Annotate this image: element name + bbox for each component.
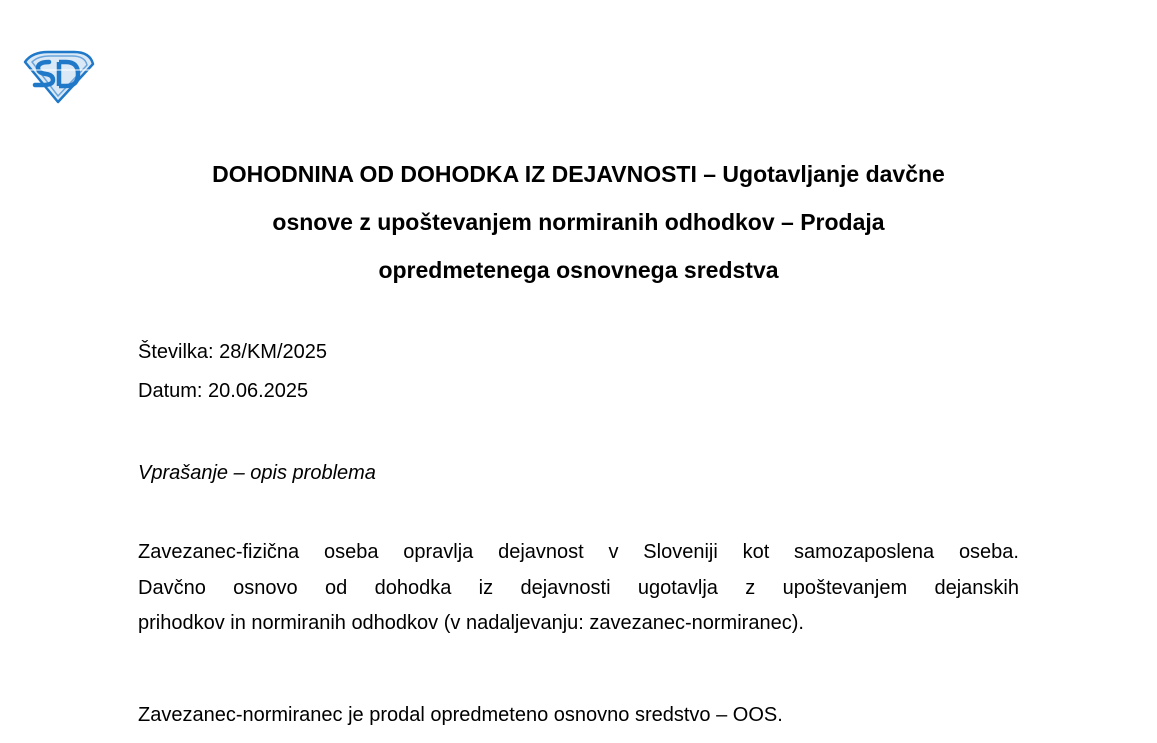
paragraph-1 [138, 535, 1019, 642]
paragraph-2 [138, 698, 1019, 734]
paragraph-line: Davčno osnovo od dohodka iz dejavnosti ugotavlja z upoštevanjem dejanskih [138, 576, 1019, 599]
title-line: opredmetenega osnovnega sredstva [378, 257, 779, 283]
paragraph-line: prihodkov in normiranih odhodkov (v nadaljevanju: zavezanec-normiranec). [138, 612, 804, 634]
title-line: DOHODNINA OD DOHODKA IZ DEJAVNOSTI – Ugotavljanje davčne [212, 161, 945, 187]
title-line: osnove z upoštevanjem normiranih odhodkov – Prodaja [272, 209, 885, 235]
document-title [120, 150, 1037, 294]
document-date: Datum: 20.06.2025 [138, 380, 309, 402]
question-heading: Vprašanje – opis problema [138, 462, 376, 484]
paragraph-line: Zavezanec-normiranec je prodal opredmeteno osnovno sredstvo – OOS. [138, 704, 783, 726]
document-number: Številka: 28/KM/2025 [138, 341, 327, 363]
logo-icon [22, 48, 96, 104]
paragraph-line: Zavezanec-fizična oseba opravlja dejavnost v Sloveniji kot samozaposlena oseba. [138, 541, 1019, 563]
document-meta [138, 333, 327, 411]
